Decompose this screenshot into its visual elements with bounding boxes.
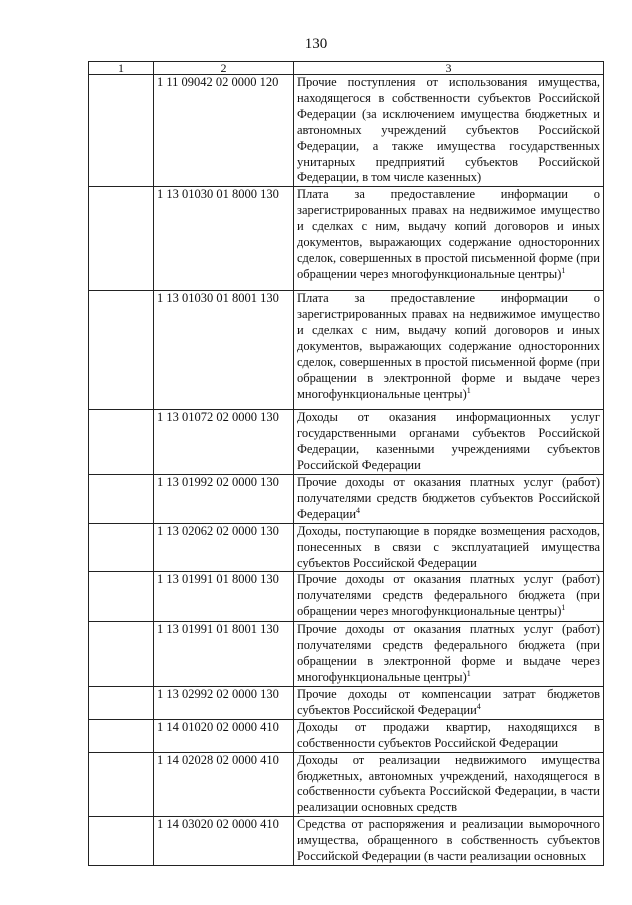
table-row xyxy=(89,410,604,475)
row-col1-cell xyxy=(89,474,154,523)
description-cell xyxy=(294,719,604,752)
row-col1-cell xyxy=(89,187,154,291)
description-text: Плата за предоставление информации о зарегистрированных правах на недвижимое имущество и сделках с ним, выдачу копий договоров и иных документов, выражающих содержание односторонних сделок, совершенных в простой письменной форме (при обращении через многофункциональные центры) xyxy=(297,187,600,281)
budget-classification-table xyxy=(88,61,604,866)
budget-code-cell: 1 13 02992 02 0000 130 xyxy=(154,687,294,720)
row-col1-cell xyxy=(89,291,154,410)
row-col1-cell xyxy=(89,410,154,475)
footnote-mark: 1 xyxy=(561,265,566,275)
footnote-mark: 4 xyxy=(476,701,481,711)
description-cell xyxy=(294,752,604,817)
column-header-1: 1 xyxy=(89,62,154,75)
description-text: Прочие доходы от оказания платных услуг (работ) получателями средств федерального бюджета (при обращении в электронной форме и выдаче через многофункциональные центры) xyxy=(297,622,600,685)
budget-code-cell: 1 13 01030 01 8001 130 xyxy=(154,291,294,410)
row-col1-cell xyxy=(89,719,154,752)
footnote-mark: 1 xyxy=(561,603,566,613)
footnote-mark: 4 xyxy=(356,505,361,515)
description-cell xyxy=(294,817,604,866)
budget-code-cell: 1 13 01030 01 8000 130 xyxy=(154,187,294,291)
table-row xyxy=(89,752,604,817)
table-row xyxy=(89,572,604,622)
budget-code-cell: 1 13 01991 01 8001 130 xyxy=(154,622,294,687)
table-row xyxy=(89,474,604,523)
description-cell xyxy=(294,622,604,687)
description-text: Доходы, поступающие в порядке возмещения расходов, понесенных в связи с эксплуатацией имущества субъектов Российской Федерации xyxy=(297,523,600,570)
budget-code-cell: 1 14 01020 02 0000 410 xyxy=(154,719,294,752)
description-text: Доходы от продажи квартир, находящихся в собственности субъектов Российской Федерации xyxy=(297,719,600,750)
budget-code-cell: 1 14 02028 02 0000 410 xyxy=(154,752,294,817)
row-col1-cell xyxy=(89,817,154,866)
table-row xyxy=(89,817,604,866)
table-row xyxy=(89,622,604,687)
description-text: Плата за предоставление информации о зарегистрированных правах на недвижимое имущество и сделках с ним, выдачу копий договоров и иных документов, выражающих содержание односторонних сделок, совершенных в простой письменной форме (при обращении в электронной форме и выдаче через многофункциональные центры) xyxy=(297,291,600,401)
description-text: Доходы от оказания информационных услуг государственными органами субъектов Российской Федерации, казенными учреждениями субъектов Российской Федерации xyxy=(297,410,600,473)
budget-code-cell: 1 13 01991 01 8000 130 xyxy=(154,572,294,622)
description-text: Прочие доходы от оказания платных услуг (работ) получателями средств федерального бюджета (при обращении через многофункциональные центры) xyxy=(297,572,600,619)
budget-code-cell: 1 13 01072 02 0000 130 xyxy=(154,410,294,475)
row-col1-cell xyxy=(89,572,154,622)
row-col1-cell xyxy=(89,523,154,572)
description-cell xyxy=(294,75,604,187)
description-text: Доходы от реализации недвижимого имущества бюджетных, автономных учреждений, находящегося в собственности субъекта Российской Федерации, в части реализации основных средств xyxy=(297,752,600,815)
table-row xyxy=(89,291,604,410)
description-cell xyxy=(294,291,604,410)
table-header-row xyxy=(89,62,604,75)
description-cell xyxy=(294,523,604,572)
table-row xyxy=(89,687,604,720)
description-text: Прочие доходы от оказания платных услуг (работ) получателями средств бюджетов субъектов Российской Федерации xyxy=(297,474,600,521)
row-col1-cell xyxy=(89,687,154,720)
description-text: Средства от распоряжения и реализации выморочного имущества, обращенного в собственность субъектов Российской Федерации (в части реализации основных xyxy=(297,817,600,864)
row-col1-cell xyxy=(89,752,154,817)
column-header-2: 2 xyxy=(154,62,294,75)
description-text: Прочие поступления от использования имущества, находящегося в собственности субъектов Российской Федерации (за исключением имущества бюджетных и автономных учреждений субъектов Российской Федерации, а также имущества государственных унитарных предприятий субъектов Российской Федерации, в том числе казенных) xyxy=(297,75,600,185)
footnote-mark: 1 xyxy=(466,668,471,678)
description-cell xyxy=(294,187,604,291)
description-cell xyxy=(294,572,604,622)
budget-code-cell: 1 13 01992 02 0000 130 xyxy=(154,474,294,523)
description-text: Прочие доходы от компенсации затрат бюджетов субъектов Российской Федерации xyxy=(297,687,600,717)
table-row xyxy=(89,187,604,291)
description-cell xyxy=(294,687,604,720)
column-header-3: 3 xyxy=(294,62,604,75)
budget-code-cell: 1 13 02062 02 0000 130 xyxy=(154,523,294,572)
page-number: 130 xyxy=(304,36,328,52)
description-cell xyxy=(294,410,604,475)
budget-code-cell: 1 14 03020 02 0000 410 xyxy=(154,817,294,866)
budget-code-cell: 1 11 09042 02 0000 120 xyxy=(154,75,294,187)
row-col1-cell xyxy=(89,622,154,687)
table-row xyxy=(89,75,604,187)
table-row xyxy=(89,719,604,752)
footnote-mark: 1 xyxy=(466,385,471,395)
table-row xyxy=(89,523,604,572)
description-cell xyxy=(294,474,604,523)
row-col1-cell xyxy=(89,75,154,187)
